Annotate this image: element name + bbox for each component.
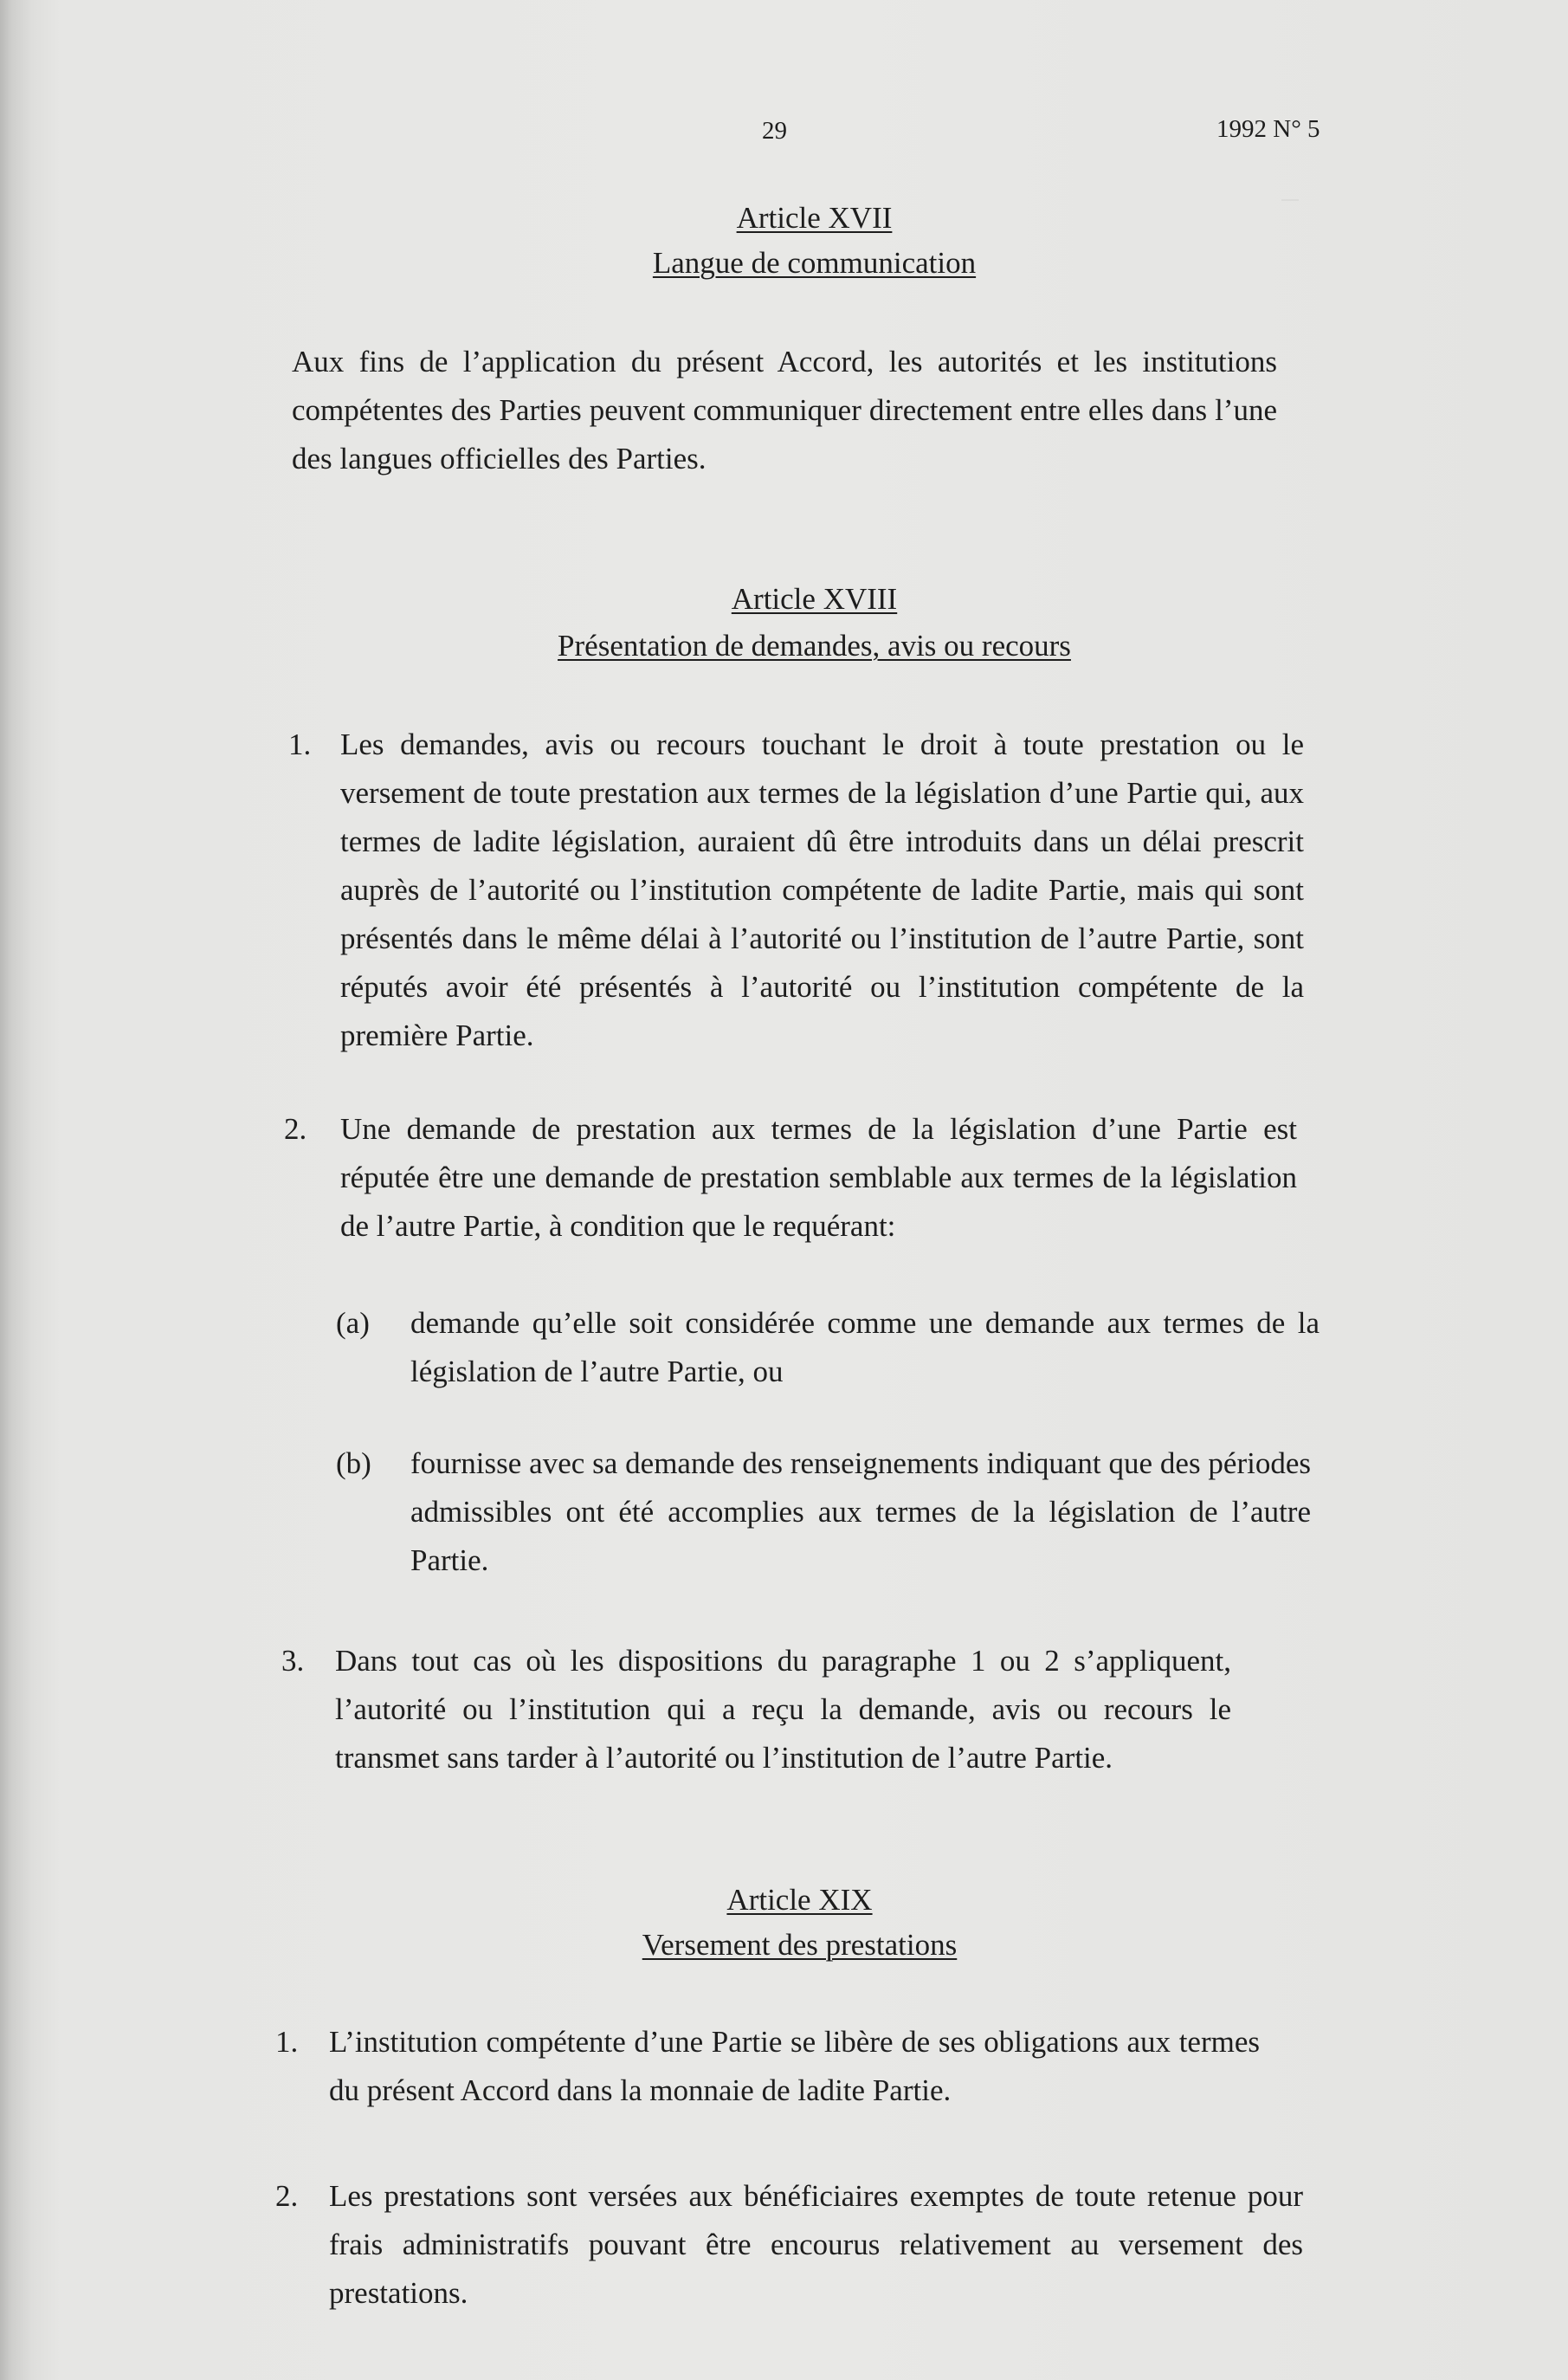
article-xix-para-1-number: 1. bbox=[275, 2025, 299, 2059]
article-xviii-para-2: Une demande de prestation aux termes de la législation d’une Partie est réputée être une demande de prestation semblable aux termes de la législation de l’autre Partie, à condition que le requérant: bbox=[340, 1112, 1297, 1243]
article-xix-para-2: Les prestations sont versées aux bénéficiaires exemptes de toute retenue pour frais administratifs pouvant être encourus relativement au versement des prestations. bbox=[329, 2179, 1303, 2310]
article-xvii-title: Article XVII bbox=[736, 201, 893, 235]
page-number: 29 bbox=[762, 117, 787, 145]
article-xix-para-1: L’institution compétente d’une Partie se libère de ses obligations aux termes du présent Accord dans la monnaie de ladite Partie. bbox=[329, 2025, 1260, 2107]
article-xviii-para-1: Les demandes, avis ou recours touchant le droit à toute prestation ou le versement de toute prestation aux termes de la législation d’une Partie qui, aux termes de ladite législation, auraient dû être introduits dans un délai prescrit auprès de l’autorité ou l’institution compétente de ladite Partie, mais qui sont présentés dans le même délai à l’autorité ou l’institution de l’autre Partie, sont réputés avoir été présentés à l’autorité ou l’institution compétente de la première Partie. bbox=[340, 728, 1304, 1052]
article-xviii-para-2-number: 2. bbox=[284, 1112, 307, 1146]
article-xix-title: Article XIX bbox=[726, 1883, 873, 1917]
article-xix-para-2-number: 2. bbox=[275, 2179, 299, 2213]
publication-reference: 1992 N° 5 bbox=[1216, 115, 1320, 143]
article-xviii-para-1-number: 1. bbox=[288, 728, 312, 761]
article-xvii-paragraph: Aux fins de l’application du présent Accord, les autorités et les institutions compétentes des Parties peuvent communiquer directement entre elles dans l’une des langues officielles des Parties. bbox=[292, 345, 1277, 475]
article-xviii-title: Article XVIII bbox=[731, 582, 898, 616]
article-xviii-item-a: demande qu’elle soit considérée comme une demande aux termes de la législation de l’autre Partie, ou bbox=[410, 1306, 1320, 1388]
article-xvii-subtitle: Langue de communication bbox=[652, 246, 977, 280]
article-xviii-para-3: Dans tout cas où les dispositions du paragraphe 1 ou 2 s’appliquent, l’autorité ou l’institution qui a reçu la demande, avis ou recours le transmet sans tarder à l’autorité ou l’institution de l’autre Partie. bbox=[335, 1644, 1231, 1775]
article-xviii-para-3-number: 3. bbox=[281, 1644, 305, 1678]
article-xviii-subtitle: Présentation de demandes, avis ou recours bbox=[558, 629, 1071, 663]
article-xviii-item-b-label: (b) bbox=[336, 1446, 371, 1480]
article-xix-subtitle: Versement des prestations bbox=[642, 1928, 958, 1962]
article-xviii-item-a-label: (a) bbox=[336, 1306, 370, 1340]
article-xviii-item-b: fournisse avec sa demande des renseignements indiquant que des périodes admissibles ont été accomplies aux termes de la législation de l’autre Partie. bbox=[410, 1446, 1311, 1577]
